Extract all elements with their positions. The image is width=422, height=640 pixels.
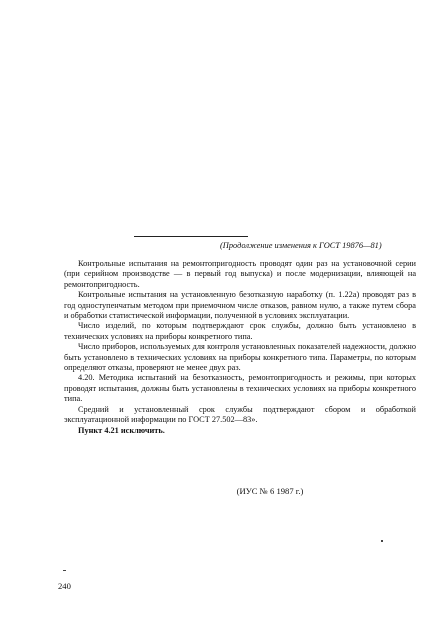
paragraph-maintainability: Контрольные испытания на ремонтопригодность проводят один раз на установочной серии (при серийном производстве — в первый год выпуска) и после модернизации, влияющей на ремонтопригодность.: [64, 259, 416, 289]
separator-rule: [134, 236, 248, 237]
page-number: 240: [58, 581, 71, 591]
continuation-header: (Продолжение изменения к ГОСТ 19876—81): [220, 241, 382, 250]
paragraph-4-20: 4.20. Методика испытаний на безотказность, ремонтопригодность и режимы, при которых проводят испытания, должны быть установлены в технических условиях на приборы конкретного типа.: [64, 373, 416, 404]
ius-reference: (ИУС № 6 1987 г.): [236, 486, 304, 496]
paragraph-devices-count: Число приборов, используемых для контроля установленных показателей надежности, должно быть установлено в технических условиях на приборы конкретного типа. Параметры, по которым определяют отказы, проверяют не менее двух раз.: [64, 342, 416, 373]
scan-speck: [63, 570, 66, 571]
scan-speck: [381, 540, 383, 542]
paragraph-average-life: Средний и установленный срок службы подтверждают сбором и обработкой эксплуатационной информации по ГОСТ 27.502—83».: [64, 404, 416, 425]
paragraph-4-21: Пункт 4.21 исключить.: [78, 425, 165, 435]
paragraph-service-life: Число изделий, по которым подтверждают срок службы, должно быть установлено в технических условиях на приборы конкретного типа.: [64, 321, 416, 341]
paragraph-failure-free: Контрольные испытания на установленную безотказную наработку (п. 1.22а) проводят раз в год одноступенчатым методом при приемочном числе отказов, равном нулю, а также путем сбора и обработки статистической информации, полученной в условиях эксплуатации.: [64, 290, 416, 321]
body-text: [64, 259, 416, 436]
